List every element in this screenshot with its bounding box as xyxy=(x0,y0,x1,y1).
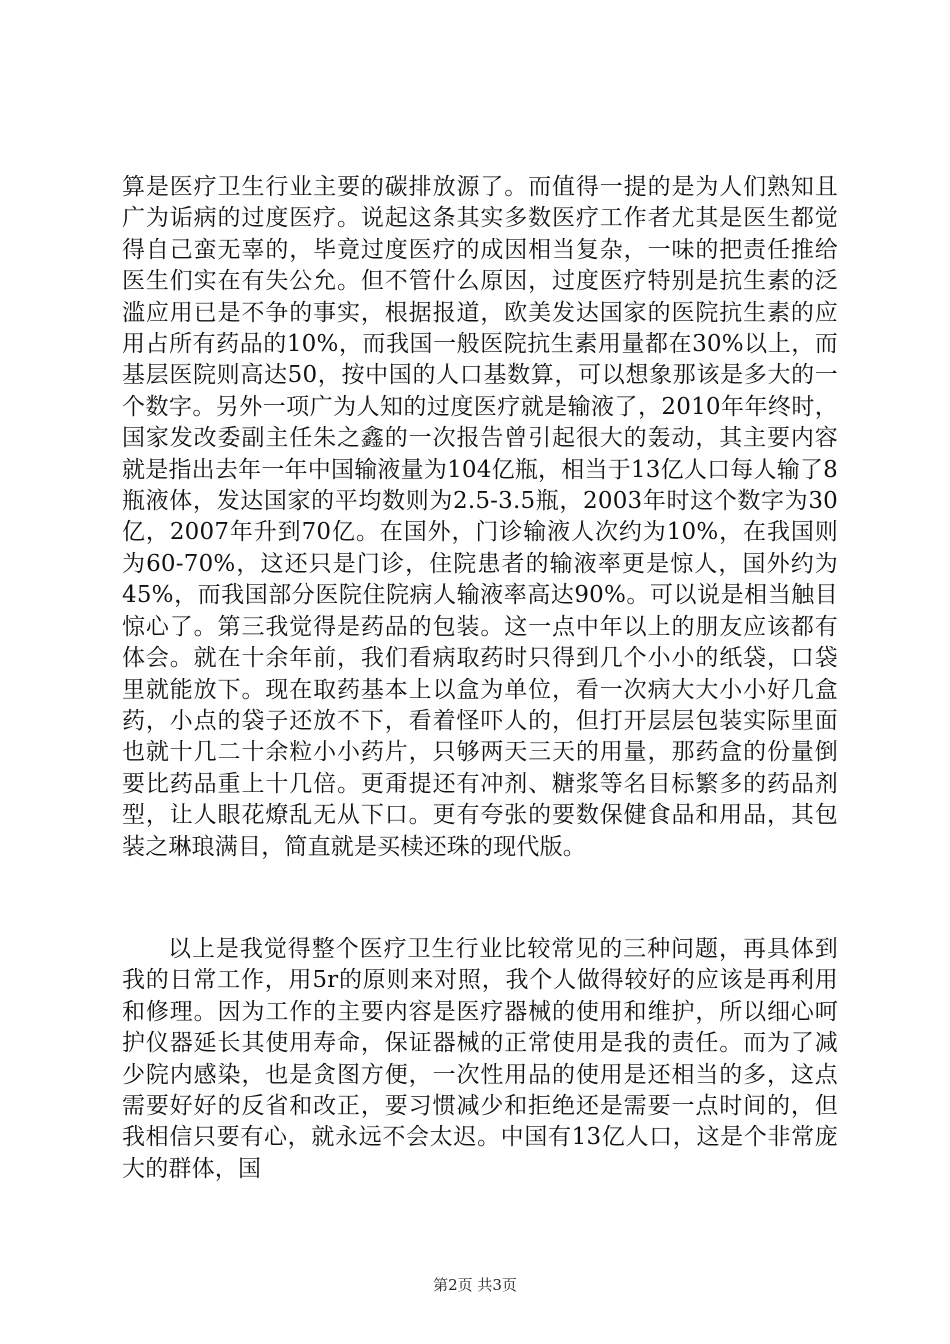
page-footer xyxy=(0,1274,950,1295)
body-paragraph-1: 算是医疗卫生行业主要的碳排放源了。而值得一提的是为人们熟知且广为诟病的过度医疗。说起这条其实多数医疗工作者尤其是医生都觉得自己蛮无辜的，毕竟过度医疗的成因相当复杂，一味的把责任推给医生们实在有失公允。但不管什么原因，过度医疗特别是抗生素的泛滥应用已是不争的事实，根据报道，欧美发达国家的医院抗生素的应用占所有药品的10%，而我国一般医院抗生素用量都在30%以上，而基层医院则高达50，按中国的人口基数算，可以想象那该是多大的一个数字。另外一项广为人知的过度医疗就是输液了，2010年年终时，国家发改委副主任朱之鑫的一次报告曾引起很大的轰动，其主要内容就是指出去年一年中国输液量为104亿瓶，相当于13亿人口每人输了8瓶液体，发达国家的平均数则为2.5-3.5瓶，2003年时这个数字为30亿，2007年升到70亿。在国外，门诊输液人次约为10%，在我国则为60-70%，这还只是门诊，住院患者的输液率更是惊人，国外约为45%，而我国部分医院住院病人输液率高达90%。可以说是相当触目惊心了。第三我觉得是药品的包装。这一点中年以上的朋友应该都有体会。就在十余年前，我们看病取药时只得到几个小小的纸袋，口袋里就能放下。现在取药基本上以盒为单位，看一次病大大小小好几盒药，小点的袋子还放不下，看着怪吓人的，但打开层层包装实际里面也就十几二十余粒小小药片，只够两天三天的用量，那药盒的份量倒要比药品重上十几倍。更甭提还有冲剂、糖浆等名目标繁多的药品剂型，让人眼花燎乱无从下口。更有夸张的要数保健食品和用品，其包装之琳琅满目，简直就是买椟还珠的现代版。 xyxy=(122,174,838,860)
page-number: 第2页 xyxy=(433,1276,473,1294)
page-total: 共3页 xyxy=(477,1276,517,1294)
body-paragraph-2: 以上是我觉得整个医疗卫生行业比较常见的三种问题，再具体到我的日常工作，用5r的原则来对照，我个人做得较好的应该是再利用和修理。因为工作的主要内容是医疗器械的使用和维护，所以细心呵护仪器延长其使用寿命，保证器械的正常使用是我的责任。而为了减少院内感染，也是贪图方便，一次性用品的使用是还相当的多，这点需要好好的反省和改正，要习惯减少和拒绝还是需要一点时间的，但我相信只要有心，就永远不会太迟。中国有13亿人口，这是个非常庞大的群体，国 xyxy=(122,936,838,1182)
